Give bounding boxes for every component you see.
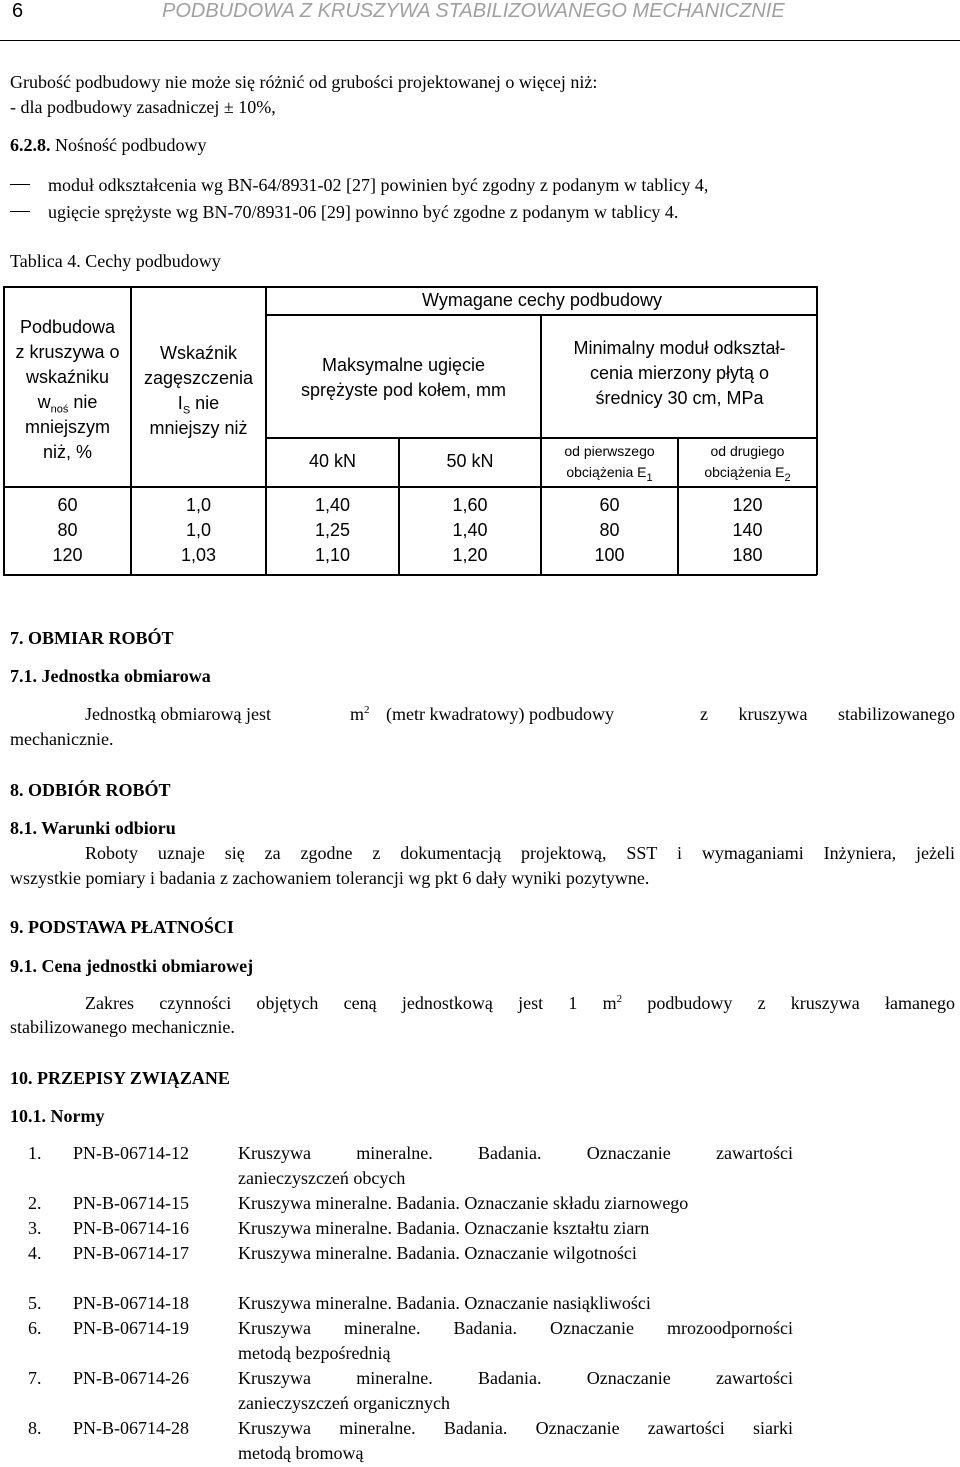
header-line: średnicy 30 cm, MPa	[595, 388, 764, 408]
deflection-header	[267, 353, 540, 403]
table-cell: 1,03	[180, 545, 217, 565]
table-column-e2	[679, 493, 816, 568]
modulus-header	[542, 336, 817, 411]
table-cell: 120	[732, 495, 763, 515]
table-cell: 1,0	[185, 520, 212, 540]
list-item	[10, 202, 678, 223]
section-9-1-heading: 9.1. Cena jednostki obmiarowej	[10, 956, 254, 976]
norm-description-cont: zanieczyszczeń obcych	[238, 1168, 406, 1188]
norm-description-cont: metodą bromową	[238, 1443, 364, 1463]
section-7-text-d: z kruszywa stabilizowanego	[700, 704, 955, 724]
col1-header	[5, 315, 130, 465]
table-border-bottom	[3, 574, 817, 576]
table-cell: 1,20	[452, 545, 488, 565]
section-title: Nośność podbudowy	[50, 135, 207, 155]
section-9-heading: 9. PODSTAWA PŁATNOŚCI	[10, 917, 234, 937]
norm-description: Kruszywa mineralne. Badania. Oznaczanie zawartości	[238, 1368, 793, 1388]
section-7-text-b: $m^2$	[350, 704, 370, 724]
norm-code: PN-B-06714-18	[73, 1293, 189, 1313]
norm-number: 4.	[28, 1243, 42, 1263]
section-8-heading: 8. ODBIÓR ROBÓT	[10, 780, 171, 800]
norm-number: 1.	[28, 1143, 42, 1163]
header-line: $w_{noś}$ nie	[37, 392, 98, 416]
table-row-divider	[265, 314, 817, 316]
norm-code: PN-B-06714-28	[73, 1418, 189, 1438]
table-column-50kn	[400, 493, 540, 568]
section-7-text-e: mechanicznie.	[10, 729, 114, 749]
norm-code: PN-B-06714-26	[73, 1368, 189, 1388]
norm-number: 7.	[28, 1368, 42, 1388]
sub-header-50kn: 50 kN	[446, 451, 494, 471]
col2-header	[132, 341, 265, 441]
norm-number: 2.	[28, 1193, 42, 1213]
norm-number: 6.	[28, 1318, 42, 1338]
dash-bullet-icon	[10, 184, 30, 185]
table-cell: 1,10	[314, 545, 351, 565]
list-item-text: moduł odkształcenia wg BN-64/8931-02 [27] powinien być zgodny z podanym w tablicy 4,	[48, 175, 709, 195]
section-8-text-b: wszystkie pomiary i badania z zachowaniem tolerancji wg pkt 6 dały wyniki pozytywne.	[10, 868, 650, 888]
group-header: Wymagane cechy podbudowy	[422, 290, 662, 310]
table-caption: Tablica 4. Cechy podbudowy	[10, 251, 221, 271]
norm-code: PN-B-06714-17	[73, 1243, 189, 1263]
sub-header-40kn: 40 kN	[308, 451, 357, 471]
header-line: mniejszy niż	[149, 418, 248, 438]
section-9-text-b: stabilizowanego mechanicznie.	[10, 1017, 235, 1037]
norm-description: Kruszywa mineralne. Badania. Oznaczanie mrozoodporności	[238, 1318, 793, 1338]
table-cell: 1,0	[185, 495, 212, 515]
list-item-text: ugięcie sprężyste wg BN-70/8931-06 [29] powinno być zgodne z podanym w tablicy 4.	[48, 202, 679, 222]
table-cell: 60	[57, 495, 78, 515]
table-row-divider	[265, 437, 817, 439]
norm-number: 5.	[28, 1293, 42, 1313]
intro-line-2: - dla podbudowy zasadniczej ± 10%,	[10, 97, 276, 117]
header-line: sprężyste pod kołem, mm	[300, 380, 507, 400]
norm-description: Kruszywa mineralne. Badania. Oznaczanie nasiąkliwości	[238, 1293, 651, 1313]
table-column-e1	[542, 493, 677, 568]
table-column-is	[132, 493, 265, 568]
norm-description: Kruszywa mineralne. Badania. Oznaczanie składu ziarnowego	[238, 1193, 689, 1213]
table-cell: 100	[594, 545, 625, 565]
dash-bullet-icon	[10, 211, 30, 212]
sub-header-e1: od pierwszego obciążenia $E_1$	[564, 443, 655, 484]
table-cell: 80	[57, 520, 78, 540]
norm-description: Kruszywa mineralne. Badania. Oznaczanie zawartości siarki	[238, 1418, 793, 1438]
intro-line-1: Grubość podbudowy nie może się różnić od grubości projektowanej o więcej niż:	[10, 72, 598, 92]
header-line: z kruszywa o	[15, 342, 120, 362]
header-line: cenia mierzony płytą o	[589, 363, 770, 383]
table-cell: 1,25	[314, 520, 351, 540]
norm-code: PN-B-06714-12	[73, 1143, 189, 1163]
table-header-divider	[3, 486, 817, 488]
section-number: 6.2.8.	[10, 135, 51, 155]
header-line: niż, %	[42, 442, 93, 462]
table-border-right	[816, 286, 818, 575]
page-header	[0, 0, 960, 41]
norm-description-cont: zanieczyszczeń organicznych	[238, 1393, 451, 1413]
table-cell: 60	[599, 495, 620, 515]
section-10-heading: 10. PRZEPISY ZWIĄZANE	[10, 1068, 230, 1088]
table-column-40kn	[267, 493, 398, 568]
header-line: wskaźniku	[25, 367, 110, 387]
norm-description: Kruszywa mineralne. Badania. Oznaczanie wilgotności	[238, 1243, 637, 1263]
norm-description: Kruszywa mineralne. Badania. Oznaczanie zawartości	[238, 1143, 793, 1163]
section-10-1-heading: 10.1. Normy	[10, 1106, 105, 1126]
list-item	[10, 175, 708, 196]
table-cell: 180	[732, 545, 763, 565]
section-7-heading: 7. OBMIAR ROBÓT	[10, 628, 174, 648]
header-line: mniejszym	[24, 417, 110, 437]
norm-number: 8.	[28, 1418, 42, 1438]
section-7-text-c: (metr kwadratowy) podbudowy	[386, 704, 614, 724]
header-line: Wskaźnik	[159, 343, 237, 363]
page-number: 6	[12, 0, 24, 22]
header-line: Minimalny moduł odkształ-	[573, 338, 786, 358]
table-cell: 120	[52, 545, 83, 565]
table-cell: 1,40	[452, 520, 488, 540]
norm-code: PN-B-06714-19	[73, 1318, 189, 1338]
section-6-2-8-heading	[10, 135, 207, 156]
norm-code: PN-B-06714-15	[73, 1193, 189, 1213]
section-9-text-a: Zakres czynności objętych ceną jednostkową jest 1 $m^2$ podbudowy z kruszywa łamanego	[85, 993, 955, 1013]
header-line: $I_S$ nie	[177, 393, 220, 417]
norm-code: PN-B-06714-16	[73, 1218, 189, 1238]
table-cell: 80	[599, 520, 620, 540]
header-line: zagęszczenia	[143, 368, 254, 388]
section-7-text-a: Jednostką obmiarową jest	[85, 704, 271, 724]
section-8-1-heading: 8.1. Warunki odbioru	[10, 818, 176, 838]
table-cell: 1,40	[314, 495, 351, 515]
table-cell: 1,60	[452, 495, 488, 515]
page-header-title: PODBUDOWA Z KRUSZYWA STABILIZOWANEGO MECHANICZNIE	[162, 0, 785, 22]
norm-number: 3.	[28, 1218, 42, 1238]
table-column-wnos	[5, 493, 130, 568]
section-8-text-a: Roboty uznaje się za zgodne z dokumentacją projektową, SST i wymaganiami Inżyniera, jeżeli	[85, 843, 955, 863]
table-cell: 140	[732, 520, 763, 540]
norm-description: Kruszywa mineralne. Badania. Oznaczanie kształtu ziarn	[238, 1218, 650, 1238]
sub-header-e2: od drugiego obciążenia $E_2$	[704, 443, 791, 484]
header-line: Podbudowa	[19, 317, 116, 337]
section-7-1-heading: 7.1. Jednostka obmiarowa	[10, 666, 211, 686]
header-line: Maksymalne ugięcie	[321, 355, 486, 375]
norm-description-cont: metodą bezpośrednią	[238, 1343, 391, 1363]
